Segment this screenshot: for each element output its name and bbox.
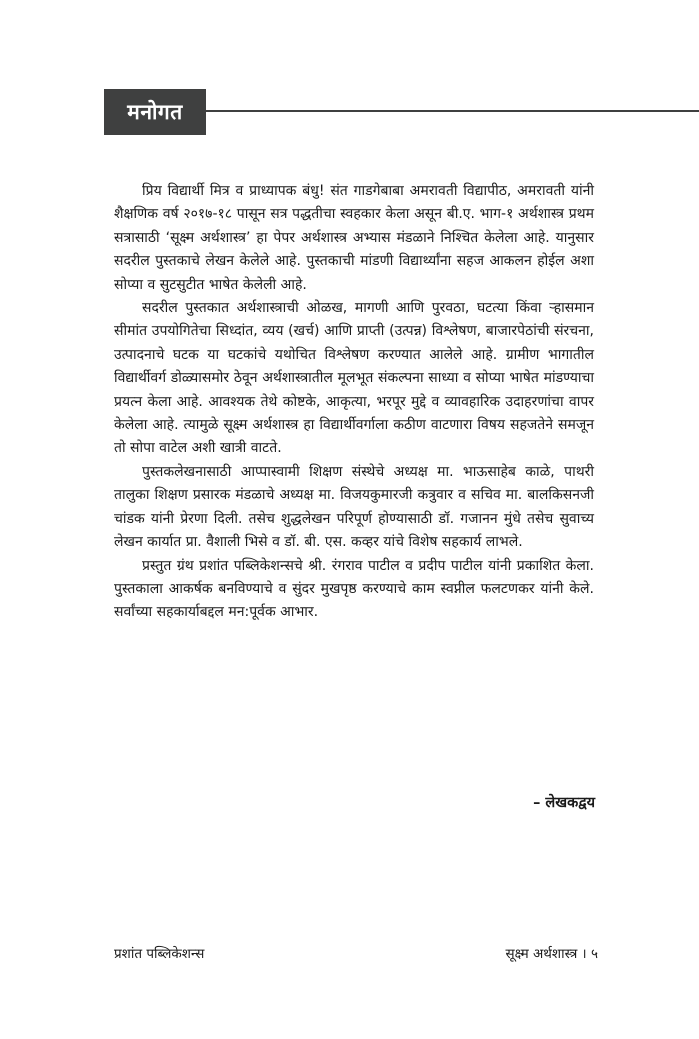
section-heading — [104, 89, 699, 137]
heading-title: मनोगत — [104, 89, 206, 135]
heading-rule — [206, 110, 699, 112]
paragraph: प्रिय विद्यार्थी मित्र व प्राध्यापक बंधु! संत गाडगेबाबा अमरावती विद्यापीठ, अमरावती यांनी शैक्षणिक वर्ष २०१७-१८ पासून सत्र पद्धतीचा स्वहकार केला असून बी.ए. भाग-१ अर्थशास्त्र प्रथम सत्रासाठी ‘सूक्ष्म अर्थशास्त्र’ हा पेपर अर्थशास्त्र अभ्यास मंडळाने निश्चित केलेला आहे. यानुसार सदरील पुस्तकाचे लेखन केलेले आहे. पुस्तकाची मांडणी विद्यार्थ्यांना सहज आकलन होईल अशा सोप्या व सुटसुटीत भाषेत केलेली आहे. — [114, 183, 594, 293]
paragraph: प्रस्तुत ग्रंथ प्रशांत पब्लिकेशन्सचे श्री. रंगराव पाटील व प्रदीप पाटील यांनी प्रकाशित केला. पुस्तकाला आकर्षक बनविण्याचे व सुंदर मुखपृष्ठ करण्याचे काम स्वप्नील फलटणकर यांनी केले. सर्वांच्या सहकार्याबद्दल मन:पूर्वक आभार. — [114, 557, 594, 621]
footer-publisher: प्रशांत पब्लिकेशन्स — [114, 946, 205, 962]
paragraph: पुस्तकलेखनासाठी आप्पास्वामी शिक्षण संस्थेचे अध्यक्ष मा. भाऊसाहेब काळे, पाथरी तालुका शिक्षण प्रसारक मंडळाचे अध्यक्ष मा. विजयकुमारजी कत्रुवार व सचिव मा. बालकिसनजी चांडक यांनी प्रेरणा दिली. तसेच शुद्धलेखन परिपूर्ण होण्यासाठी डॉ. गजानन मुंधे तसेच सुवाच्य लेखन कार्यात प्रा. वैशाली भिसे व डॉ. बी. एस. कव्हर यांचे विशेष सहकार्य लाभले. — [114, 463, 594, 551]
page-footer — [114, 944, 598, 962]
footer-book-page: सूक्ष्म अर्थशास्त्र । ५ — [505, 946, 598, 962]
preface-body — [114, 180, 594, 625]
author-signature: – लेखकद्वय — [533, 795, 595, 811]
paragraph: सदरील पुस्तकात अर्थशास्त्राची ओळख, मागणी आणि पुरवठा, घटत्या किंवा ऱ्हासमान सीमांत उपयोगितेचा सिध्दांत, व्यय (खर्च) आणि प्राप्ती (उत्पन्न) विश्लेषण, बाजारपेठांची संरचना, उत्पादनाचे घटक या घटकांचे यथोचित विश्लेषण करण्यात आलेले आहे. ग्रामीण भागातील विद्यार्थीवर्ग डोळ्यासमोर ठेवून अर्थशास्त्रातील मूलभूत संकल्पना साध्या व सोप्या भाषेत मांडण्याचा प्रयत्न केला आहे. आवश्यक तेथे कोष्टके, आकृत्या, भरपूर मुद्दे व व्यावहारिक उदाहरणांचा वापर केलेला आहे. त्यामुळे सूक्ष्म अर्थशास्त्र हा विद्यार्थीवर्गाला कठीण वाटणारा विषय सहजतेने समजून तो सोपा वाटेल अशी खात्री वाटते. — [114, 300, 594, 457]
